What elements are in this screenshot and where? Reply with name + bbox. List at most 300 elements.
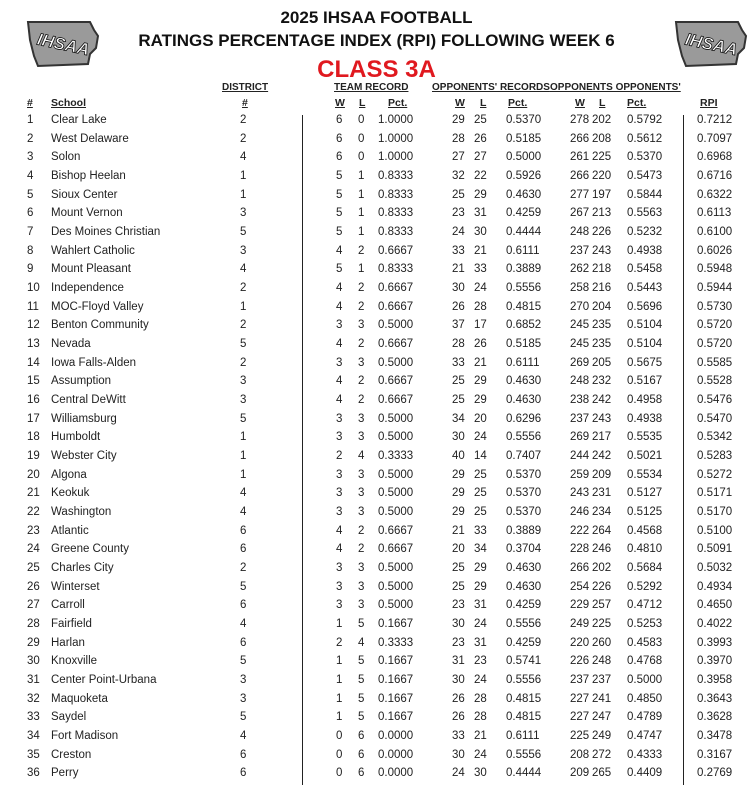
cell-oppopp-losses: 225	[592, 618, 612, 631]
cell-team-wins: 2	[336, 636, 343, 649]
cell-team-wins: 5	[336, 207, 343, 220]
cell-school: MOC-Floyd Valley	[51, 300, 144, 313]
cell-oppopp-pct: 0.4568	[627, 524, 663, 537]
cell-team-losses: 3	[358, 599, 365, 612]
cell-oppopp-wins: 237	[570, 674, 590, 687]
cell-rank: 2	[27, 132, 34, 145]
cell-team-losses: 5	[358, 618, 365, 631]
table-row	[0, 450, 753, 468]
cell-oppopp-losses: 205	[592, 356, 612, 369]
cell-oppopp-wins: 222	[570, 524, 590, 537]
table-row	[0, 543, 753, 561]
cell-oppopp-losses: 235	[592, 319, 612, 332]
cell-opp-pct: 0.5556	[506, 618, 542, 631]
cell-opp-pct: 0.6111	[506, 730, 540, 743]
cell-opp-losses: 25	[474, 468, 487, 481]
cell-opp-losses: 24	[474, 618, 487, 631]
cell-school: Knoxville	[51, 655, 98, 668]
cell-rpi: 0.7097	[697, 132, 733, 145]
col-header-district: #	[242, 97, 248, 109]
cell-oppopp-pct: 0.5232	[627, 226, 663, 239]
cell-team-wins: 3	[336, 580, 343, 593]
cell-opp-losses: 29	[474, 188, 487, 201]
title-line-2: RATINGS PERCENTAGE INDEX (RPI) FOLLOWING WEEK 6	[138, 31, 615, 50]
cell-opp-wins: 25	[452, 394, 465, 407]
cell-oppopp-losses: 272	[592, 748, 612, 761]
cell-school: Creston	[51, 748, 92, 761]
cell-opp-pct: 0.5556	[506, 674, 542, 687]
table-row	[0, 525, 753, 543]
cell-oppopp-wins: 243	[570, 487, 590, 500]
cell-opp-pct: 0.3889	[506, 263, 542, 276]
cell-rank: 4	[27, 170, 34, 182]
cell-school: Benton Community	[51, 319, 149, 332]
table-row	[0, 431, 753, 449]
cell-team-wins: 6	[336, 151, 343, 164]
cell-oppopp-pct: 0.4850	[627, 692, 663, 705]
cell-oppopp-pct: 0.5612	[627, 132, 663, 145]
cell-oppopp-pct: 0.4938	[627, 244, 663, 257]
cell-team-wins: 0	[336, 730, 343, 743]
cell-district: 4	[240, 151, 247, 164]
cell-oppopp-wins: 278	[570, 114, 590, 126]
cell-school: Bishop Heelan	[51, 170, 126, 182]
cell-team-losses: 1	[358, 207, 365, 220]
cell-team-pct: 0.5000	[378, 580, 414, 593]
cell-rank: 16	[27, 394, 40, 407]
cell-team-wins: 5	[336, 226, 343, 239]
table-row	[0, 226, 753, 244]
cell-team-losses: 6	[358, 767, 365, 780]
cell-rpi: 0.3643	[697, 692, 733, 705]
cell-opp-wins: 21	[452, 263, 465, 276]
cell-team-wins: 6	[336, 132, 343, 145]
cell-team-wins: 4	[336, 338, 343, 351]
cell-school: Clear Lake	[51, 114, 107, 126]
cell-oppopp-wins: 266	[570, 562, 590, 575]
cell-district: 6	[240, 767, 247, 780]
cell-team-wins: 5	[336, 263, 343, 276]
cell-team-pct: 0.5000	[378, 431, 414, 444]
cell-rank: 17	[27, 412, 40, 425]
cell-team-losses: 5	[358, 692, 365, 705]
group-header-team-record: TEAM RECORD	[334, 82, 409, 93]
cell-school: Center Point-Urbana	[51, 674, 157, 687]
cell-opp-pct: 0.5926	[506, 170, 542, 182]
cell-team-pct: 0.3333	[378, 636, 414, 649]
cell-rank: 21	[27, 487, 40, 500]
cell-team-wins: 1	[336, 618, 343, 631]
cell-rank: 22	[27, 506, 40, 519]
table-row	[0, 170, 753, 188]
cell-team-losses: 6	[358, 748, 365, 761]
cell-team-losses: 2	[358, 375, 365, 388]
cell-district: 6	[240, 524, 247, 537]
cell-oppopp-losses: 202	[592, 114, 612, 126]
cell-oppopp-wins: 208	[570, 748, 590, 761]
cell-rpi: 0.5944	[697, 282, 733, 295]
svg-text:IHSAA: IHSAA	[35, 29, 92, 60]
cell-oppopp-losses: 202	[592, 562, 612, 575]
cell-opp-wins: 23	[452, 207, 465, 220]
cell-team-wins: 2	[336, 450, 343, 463]
cell-team-pct: 0.8333	[378, 226, 414, 239]
cell-team-pct: 0.6667	[378, 524, 414, 537]
cell-oppopp-pct: 0.4768	[627, 655, 663, 668]
cell-oppopp-pct: 0.5104	[627, 338, 663, 351]
cell-rank: 20	[27, 468, 40, 481]
cell-team-pct: 0.6667	[378, 282, 414, 295]
cell-school: Washington	[51, 506, 112, 519]
cell-school: Nevada	[51, 338, 91, 351]
cell-oppopp-wins: 248	[570, 375, 590, 388]
cell-oppopp-pct: 0.4938	[627, 412, 663, 425]
table-row	[0, 767, 753, 785]
cell-opp-pct: 0.4259	[506, 599, 542, 612]
cell-district: 4	[240, 730, 247, 743]
cell-rpi: 0.3628	[697, 711, 733, 724]
table-row	[0, 693, 753, 711]
cell-oppopp-wins: 209	[570, 767, 590, 780]
cell-team-pct: 0.3333	[378, 450, 414, 463]
cell-oppopp-losses: 209	[592, 468, 612, 481]
cell-oppopp-pct: 0.4333	[627, 748, 663, 761]
cell-opp-losses: 26	[474, 132, 487, 145]
cell-team-wins: 4	[336, 375, 343, 388]
cell-team-pct: 0.0000	[378, 730, 414, 743]
cell-team-losses: 1	[358, 170, 365, 182]
cell-district: 2	[240, 562, 247, 575]
cell-team-wins: 4	[336, 244, 343, 257]
col-header-oppopp-w: W	[575, 97, 585, 109]
cell-oppopp-losses: 220	[592, 170, 612, 182]
cell-school: Maquoketa	[51, 692, 108, 705]
cell-team-losses: 3	[358, 580, 365, 593]
cell-oppopp-wins: 270	[570, 300, 590, 313]
cell-opp-losses: 29	[474, 580, 487, 593]
cell-district: 1	[240, 300, 247, 313]
col-header-oppopp-pct: Pct.	[627, 97, 647, 109]
cell-rank: 35	[27, 748, 40, 761]
cell-oppopp-losses: 243	[592, 244, 612, 257]
cell-rank: 5	[27, 188, 34, 201]
cell-school: Iowa Falls-Alden	[51, 356, 137, 369]
cell-oppopp-pct: 0.5458	[627, 263, 663, 276]
col-header-opp-l: L	[480, 97, 487, 109]
cell-opp-pct: 0.6111	[506, 244, 540, 257]
cell-team-pct: 1.0000	[378, 151, 414, 164]
cell-rpi: 0.5470	[697, 412, 733, 425]
cell-oppopp-losses: 218	[592, 263, 612, 276]
cell-district: 5	[240, 711, 247, 724]
cell-oppopp-wins: 269	[570, 356, 590, 369]
cell-opp-losses: 26	[474, 338, 487, 351]
cell-opp-pct: 0.4630	[506, 375, 542, 388]
cell-opp-wins: 33	[452, 244, 465, 257]
cell-oppopp-wins: 244	[570, 450, 590, 463]
class-label: CLASS 3A	[317, 56, 436, 83]
cell-opp-wins: 28	[452, 132, 465, 145]
cell-oppopp-wins: 229	[570, 599, 590, 612]
cell-team-wins: 0	[336, 748, 343, 761]
cell-opp-pct: 0.5556	[506, 282, 542, 295]
cell-team-pct: 0.6667	[378, 543, 414, 556]
cell-oppopp-losses: 226	[592, 226, 612, 239]
cell-rpi: 0.5272	[697, 468, 733, 481]
cell-rpi: 0.5091	[697, 543, 733, 556]
cell-rpi: 0.6716	[697, 170, 733, 182]
cell-opp-pct: 0.5370	[506, 487, 542, 500]
cell-rank: 29	[27, 636, 40, 649]
cell-district: 2	[240, 132, 247, 145]
cell-opp-losses: 21	[474, 244, 487, 257]
cell-opp-pct: 0.5370	[506, 114, 542, 126]
cell-rpi: 0.3970	[697, 655, 733, 668]
cell-rpi: 0.5528	[697, 375, 733, 388]
cell-rank: 27	[27, 599, 40, 612]
cell-oppopp-wins: 262	[570, 263, 590, 276]
cell-opp-wins: 29	[452, 506, 465, 519]
cell-oppopp-losses: 242	[592, 450, 612, 463]
cell-team-pct: 0.8333	[378, 170, 414, 182]
cell-opp-losses: 33	[474, 263, 487, 276]
cell-team-losses: 5	[358, 711, 365, 724]
cell-rpi: 0.6100	[697, 226, 733, 239]
cell-oppopp-wins: 227	[570, 711, 590, 724]
cell-oppopp-pct: 0.4810	[627, 543, 663, 556]
col-header-oppopp-l: L	[599, 97, 606, 109]
cell-oppopp-losses: 246	[592, 543, 612, 556]
cell-rpi: 0.5720	[697, 319, 733, 332]
cell-team-pct: 0.6667	[378, 244, 414, 257]
cell-rpi: 0.5170	[697, 506, 733, 519]
cell-oppopp-pct: 0.4747	[627, 730, 663, 743]
cell-opp-wins: 40	[452, 450, 465, 463]
cell-opp-wins: 23	[452, 599, 465, 612]
cell-team-wins: 1	[336, 711, 343, 724]
cell-school: Harlan	[51, 636, 85, 649]
table-row	[0, 375, 753, 393]
cell-opp-pct: 0.5185	[506, 132, 542, 145]
table-row	[0, 189, 753, 207]
cell-rank: 25	[27, 562, 40, 575]
cell-opp-losses: 24	[474, 431, 487, 444]
cell-rank: 24	[27, 543, 40, 556]
cell-rank: 33	[27, 711, 40, 724]
cell-team-wins: 4	[336, 543, 343, 556]
cell-rank: 6	[27, 207, 34, 220]
group-header-opponents-records: OPPONENTS' RECORDS	[432, 82, 550, 93]
cell-school: Des Moines Christian	[51, 226, 161, 239]
cell-oppopp-losses: 241	[592, 692, 612, 705]
cell-opp-losses: 24	[474, 748, 487, 761]
cell-opp-pct: 0.4815	[506, 711, 542, 724]
cell-oppopp-pct: 0.5473	[627, 170, 663, 182]
cell-oppopp-pct: 0.5253	[627, 618, 663, 631]
cell-team-wins: 1	[336, 674, 343, 687]
title-line-1: 2025 IHSAA FOOTBALL	[280, 8, 473, 27]
cell-opp-wins: 26	[452, 300, 465, 313]
cell-opp-losses: 33	[474, 524, 487, 537]
cell-oppopp-losses: 217	[592, 431, 612, 444]
cell-opp-wins: 30	[452, 748, 465, 761]
cell-oppopp-wins: 259	[570, 468, 590, 481]
cell-rpi: 0.4934	[697, 580, 733, 593]
cell-team-wins: 4	[336, 300, 343, 313]
cell-oppopp-pct: 0.5696	[627, 300, 663, 313]
cell-opp-losses: 24	[474, 282, 487, 295]
cell-oppopp-pct: 0.5167	[627, 375, 663, 388]
cell-opp-wins: 25	[452, 375, 465, 388]
cell-rank: 18	[27, 431, 40, 444]
cell-team-wins: 3	[336, 412, 343, 425]
cell-opp-wins: 31	[452, 655, 465, 668]
table-row	[0, 282, 753, 300]
cell-opp-pct: 0.4444	[506, 226, 542, 239]
cell-school: Keokuk	[51, 487, 90, 500]
cell-opp-pct: 0.4630	[506, 580, 542, 593]
cell-rpi: 0.3993	[697, 636, 733, 649]
cell-oppopp-wins: 237	[570, 244, 590, 257]
cell-opp-losses: 30	[474, 226, 487, 239]
cell-team-losses: 2	[358, 524, 365, 537]
cell-school: Charles City	[51, 562, 114, 575]
cell-team-pct: 0.1667	[378, 674, 414, 687]
cell-oppopp-wins: 258	[570, 282, 590, 295]
cell-opp-wins: 37	[452, 319, 465, 332]
cell-opp-losses: 25	[474, 506, 487, 519]
cell-oppopp-pct: 0.5370	[627, 151, 663, 164]
cell-team-losses: 3	[358, 487, 365, 500]
cell-opp-pct: 0.4630	[506, 188, 542, 201]
cell-district: 5	[240, 338, 247, 351]
cell-oppopp-losses: 265	[592, 767, 612, 780]
cell-opp-pct: 0.5741	[506, 655, 542, 668]
cell-rank: 30	[27, 655, 40, 668]
cell-rank: 31	[27, 674, 40, 687]
cell-district: 1	[240, 468, 247, 481]
cell-oppopp-losses: 197	[592, 188, 612, 201]
cell-school: Mount Pleasant	[51, 263, 131, 276]
cell-opp-losses: 23	[474, 655, 487, 668]
cell-district: 6	[240, 599, 247, 612]
cell-rank: 7	[27, 226, 34, 239]
cell-oppopp-losses: 243	[592, 412, 612, 425]
cell-team-wins: 6	[336, 114, 343, 126]
cell-district: 6	[240, 543, 247, 556]
cell-opp-pct: 0.4630	[506, 562, 542, 575]
cell-team-pct: 0.1667	[378, 692, 414, 705]
cell-rpi: 0.6026	[697, 244, 733, 257]
cell-district: 1	[240, 450, 247, 463]
cell-opp-wins: 24	[452, 226, 465, 239]
cell-rank: 14	[27, 356, 40, 369]
cell-rank: 1	[27, 114, 34, 126]
cell-team-losses: 1	[358, 188, 365, 201]
cell-team-wins: 0	[336, 767, 343, 780]
cell-team-pct: 0.8333	[378, 188, 414, 201]
cell-oppopp-pct: 0.5675	[627, 356, 663, 369]
cell-team-wins: 3	[336, 468, 343, 481]
cell-team-wins: 3	[336, 487, 343, 500]
cell-team-wins: 1	[336, 692, 343, 705]
cell-opp-wins: 20	[452, 543, 465, 556]
cell-opp-wins: 34	[452, 412, 465, 425]
cell-oppopp-wins: 277	[570, 188, 590, 201]
table-row	[0, 114, 753, 132]
table-row	[0, 730, 753, 748]
cell-district: 3	[240, 244, 247, 257]
table-row	[0, 506, 753, 524]
cell-opp-losses: 29	[474, 562, 487, 575]
cell-opp-wins: 30	[452, 674, 465, 687]
cell-rpi: 0.5342	[697, 431, 733, 444]
col-header-rank: #	[27, 97, 33, 109]
cell-oppopp-pct: 0.4958	[627, 394, 663, 407]
cell-district: 4	[240, 263, 247, 276]
cell-opp-wins: 23	[452, 636, 465, 649]
cell-opp-wins: 32	[452, 170, 465, 182]
cell-school: Greene County	[51, 543, 129, 556]
cell-opp-wins: 33	[452, 356, 465, 369]
cell-oppopp-wins: 226	[570, 655, 590, 668]
cell-oppopp-pct: 0.4583	[627, 636, 663, 649]
cell-opp-losses: 21	[474, 730, 487, 743]
cell-opp-pct: 0.5000	[506, 151, 542, 164]
cell-team-pct: 0.6667	[378, 300, 414, 313]
cell-oppopp-losses: 242	[592, 394, 612, 407]
cell-team-losses: 2	[358, 543, 365, 556]
cell-district: 5	[240, 655, 247, 668]
cell-oppopp-wins: 246	[570, 506, 590, 519]
cell-opp-wins: 25	[452, 188, 465, 201]
cell-team-losses: 5	[358, 655, 365, 668]
cell-rpi: 0.4650	[697, 599, 733, 612]
cell-team-losses: 3	[358, 468, 365, 481]
table-row	[0, 637, 753, 655]
cell-opp-losses: 30	[474, 767, 487, 780]
cell-rank: 12	[27, 319, 40, 332]
cell-school: Central DeWitt	[51, 394, 126, 407]
cell-district: 2	[240, 356, 247, 369]
cell-opp-wins: 25	[452, 562, 465, 575]
cell-oppopp-wins: 249	[570, 618, 590, 631]
cell-team-losses: 2	[358, 338, 365, 351]
cell-rpi: 0.5283	[697, 450, 733, 463]
cell-team-pct: 0.5000	[378, 487, 414, 500]
cell-opp-losses: 17	[474, 319, 487, 332]
cell-school: Fairfield	[51, 618, 92, 631]
cell-school: Saydel	[51, 711, 87, 724]
cell-rpi: 0.7212	[697, 114, 733, 126]
cell-opp-pct: 0.4815	[506, 300, 542, 313]
cell-team-pct: 0.6667	[378, 338, 414, 351]
cell-team-losses: 3	[358, 319, 365, 332]
cell-oppopp-losses: 213	[592, 207, 612, 220]
table-row	[0, 319, 753, 337]
cell-district: 3	[240, 674, 247, 687]
cell-district: 4	[240, 506, 247, 519]
cell-school: Winterset	[51, 580, 100, 593]
table-row	[0, 655, 753, 673]
cell-opp-losses: 28	[474, 692, 487, 705]
cell-team-wins: 3	[336, 506, 343, 519]
cell-oppopp-wins: 237	[570, 412, 590, 425]
cell-rpi: 0.5730	[697, 300, 733, 313]
cell-school: Sioux Center	[51, 188, 118, 201]
cell-team-losses: 1	[358, 263, 365, 276]
cell-opp-wins: 30	[452, 282, 465, 295]
